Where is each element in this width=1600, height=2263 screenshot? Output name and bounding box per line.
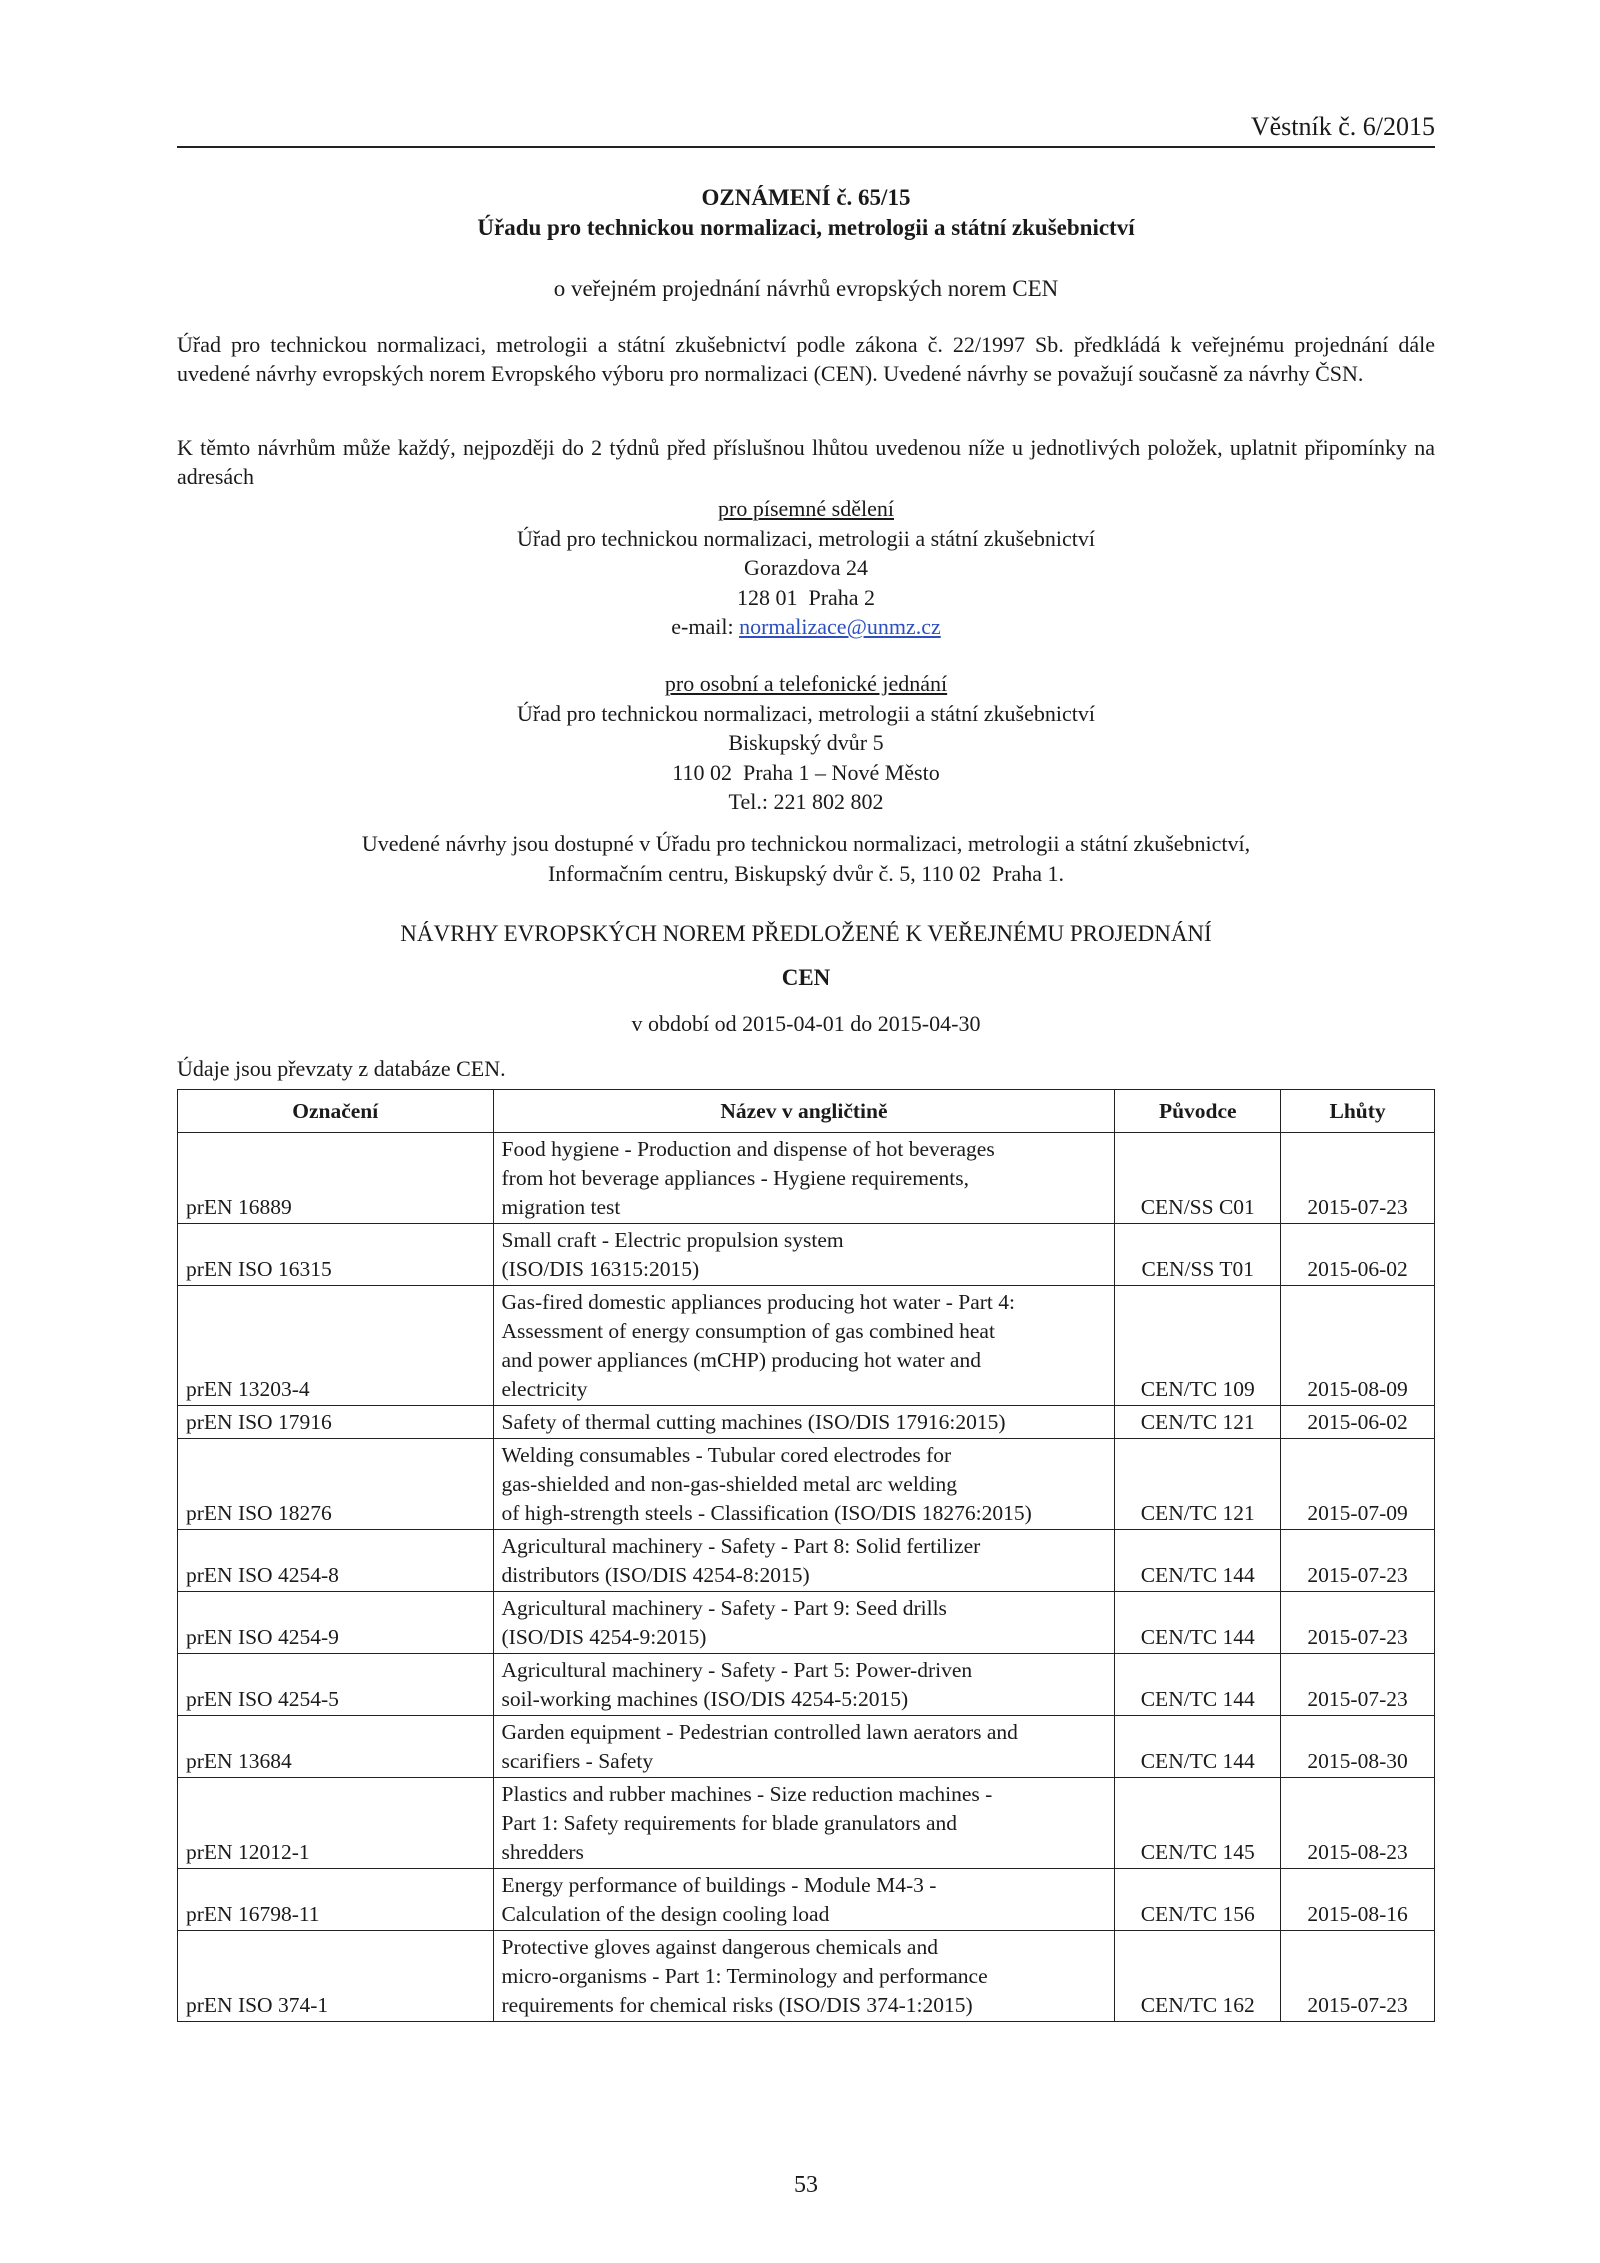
norm-deadline: 2015-06-02	[1281, 1224, 1435, 1286]
norm-title-line: Agricultural machinery - Safety - Part 5: Power-driven	[501, 1658, 973, 1682]
norms-table	[177, 1089, 1435, 2022]
norm-title-line: Small craft - Electric propulsion system	[501, 1228, 844, 1252]
table-row	[178, 1931, 1435, 2022]
norm-id: prEN ISO 374-1	[178, 1931, 494, 2022]
address-personal-city: 110 02 Praha 1 – Nové Město	[672, 759, 940, 785]
section-source: Údaje jsou převzaty z databáze CEN.	[177, 1056, 506, 1081]
norm-id: prEN ISO 4254-8	[178, 1530, 494, 1592]
norm-title-line: (ISO/DIS 4254-9:2015)	[501, 1625, 707, 1649]
column-header-id: Označení	[178, 1090, 494, 1133]
norm-title-line: Welding consumables - Tubular cored electrodes for	[501, 1443, 952, 1467]
norm-title-line: soil-working machines (ISO/DIS 4254-5:2015)	[501, 1687, 909, 1711]
address-written-street: Gorazdova 24	[743, 555, 868, 580]
norm-originator: CEN/TC 109	[1115, 1286, 1281, 1406]
table-row	[178, 1530, 1435, 1592]
table-row	[178, 1869, 1435, 1931]
norm-deadline: 2015-08-16	[1281, 1869, 1435, 1931]
email-label: e-mail:	[671, 614, 740, 639]
announcement-title-block	[177, 183, 1435, 243]
norm-title-line: Safety of thermal cutting machines (ISO/DIS 17916:2015)	[501, 1410, 1006, 1434]
norm-id: prEN 12012-1	[178, 1778, 494, 1869]
norm-deadline: 2015-07-23	[1281, 1133, 1435, 1224]
norm-deadline: 2015-07-23	[1281, 1530, 1435, 1592]
table-row	[178, 1439, 1435, 1530]
norm-title	[493, 1224, 1115, 1286]
norm-title-line: requirements for chemical risks (ISO/DIS 374-1:2015)	[501, 1993, 973, 2017]
address-personal-street: Biskupský dvůr 5	[728, 730, 884, 755]
table-header-row	[178, 1090, 1435, 1133]
availability-line-2: Informačním centru, Biskupský dvůr č. 5, 110 02 Praha 1.	[547, 860, 1065, 886]
table-row	[178, 1654, 1435, 1716]
norm-id: prEN 16798-11	[178, 1869, 494, 1931]
norm-title	[493, 1286, 1115, 1406]
norm-originator: CEN/TC 144	[1115, 1530, 1281, 1592]
norm-deadline: 2015-08-23	[1281, 1778, 1435, 1869]
norm-deadline: 2015-08-09	[1281, 1286, 1435, 1406]
norm-title-line: Calculation of the design cooling load	[501, 1902, 830, 1926]
norm-title	[493, 1654, 1115, 1716]
table-row	[178, 1778, 1435, 1869]
norm-title-line: Energy performance of buildings - Module M4-3 -	[501, 1873, 937, 1897]
column-header-deadline: Lhůty	[1281, 1090, 1435, 1133]
norm-title-line: electricity	[501, 1377, 588, 1401]
norms-table-body	[178, 1133, 1435, 2022]
address-written-city: 128 01 Praha 2	[736, 584, 876, 610]
column-header-name: Název v angličtině	[493, 1090, 1115, 1133]
norm-title-line: Part 1: Safety requirements for blade granulators and	[501, 1811, 958, 1835]
address-personal-org: Úřad pro technickou normalizaci, metrologii a státní zkušebnictví	[517, 700, 1095, 726]
availability-note	[177, 829, 1435, 888]
section-body: CEN	[781, 965, 831, 990]
norm-id: prEN ISO 4254-5	[178, 1654, 494, 1716]
address-personal-heading: pro osobní a telefonické jednání	[664, 671, 948, 696]
norm-id: prEN ISO 4254-9	[178, 1592, 494, 1654]
norm-id: prEN ISO 18276	[178, 1439, 494, 1530]
norm-title-line: shredders	[501, 1840, 584, 1864]
norm-title-line: Assessment of energy consumption of gas combined heat	[501, 1319, 995, 1343]
bulletin-issue: Věstník č. 6/2015	[1250, 112, 1435, 141]
norm-deadline: 2015-06-02	[1281, 1406, 1435, 1439]
table-row	[178, 1592, 1435, 1654]
norm-originator: CEN/SS T01	[1115, 1224, 1281, 1286]
norm-title-line: Protective gloves against dangerous chemicals and	[501, 1935, 938, 1959]
address-written-heading: pro písemné sdělení	[718, 496, 894, 521]
norm-title	[493, 1592, 1115, 1654]
section-period: v období od 2015-04-01 do 2015-04-30	[631, 1011, 981, 1036]
norm-id: prEN 16889	[178, 1133, 494, 1224]
norm-deadline: 2015-07-23	[1281, 1592, 1435, 1654]
norm-originator: CEN/TC 121	[1115, 1439, 1281, 1530]
norm-deadline: 2015-07-09	[1281, 1439, 1435, 1530]
norm-id: prEN 13203-4	[178, 1286, 494, 1406]
address-personal	[177, 669, 1435, 817]
norm-title-line: of high-strength steels - Classification (ISO/DIS 18276:2015)	[501, 1501, 1032, 1525]
norm-deadline: 2015-08-30	[1281, 1716, 1435, 1778]
norm-title-line: distributors (ISO/DIS 4254-8:2015)	[501, 1563, 810, 1587]
table-row	[178, 1224, 1435, 1286]
email-link[interactable]: normalizace@unmz.cz	[739, 614, 941, 639]
norm-title-line: micro-organisms - Part 1: Terminology and performance	[501, 1964, 988, 1988]
norm-title-line: migration test	[501, 1195, 621, 1219]
norm-title-line: Gas-fired domestic appliances producing hot water - Part 4:	[501, 1290, 1015, 1314]
norm-title	[493, 1133, 1115, 1224]
norm-deadline: 2015-07-23	[1281, 1654, 1435, 1716]
norm-originator: CEN/TC 162	[1115, 1931, 1281, 2022]
norm-title-line: Garden equipment - Pedestrian controlled lawn aerators and	[501, 1720, 1018, 1744]
norm-title-line: gas-shielded and non-gas-shielded metal arc welding	[501, 1472, 958, 1496]
norm-deadline: 2015-07-23	[1281, 1931, 1435, 2022]
address-written-org: Úřad pro technickou normalizaci, metrologii a státní zkušebnictví	[517, 525, 1095, 551]
norm-id: prEN 13684	[178, 1716, 494, 1778]
norm-originator: CEN/TC 156	[1115, 1869, 1281, 1931]
norm-title	[493, 1778, 1115, 1869]
norm-originator: CEN/TC 144	[1115, 1654, 1281, 1716]
norm-title-line: Agricultural machinery - Safety - Part 9: Seed drills	[501, 1596, 947, 1620]
norm-title	[493, 1931, 1115, 2022]
norm-title	[493, 1439, 1115, 1530]
norm-title	[493, 1869, 1115, 1931]
norm-originator: CEN/TC 145	[1115, 1778, 1281, 1869]
norm-title	[493, 1406, 1115, 1439]
address-personal-phone: Tel.: 221 802 802	[728, 789, 884, 814]
intro-paragraph: Úřad pro technickou normalizaci, metrologii a státní zkušebnictví podle zákona č. 22/1997 Sb. předkládá k veřejnému projednání dále uvedené návrhy evropských norem Evropského výboru pro normalizaci (CEN). Uvedené návrhy se považují současně za návrhy ČSN.	[177, 332, 1435, 386]
announcement-title: OZNÁMENÍ č. 65/15	[701, 185, 911, 210]
norm-title	[493, 1716, 1115, 1778]
page-header	[177, 110, 1435, 148]
norm-originator: CEN/TC 144	[1115, 1716, 1281, 1778]
table-row	[178, 1406, 1435, 1439]
norm-originator: CEN/TC 144	[1115, 1592, 1281, 1654]
norm-title-line: from hot beverage appliances - Hygiene requirements,	[501, 1166, 969, 1190]
availability-line-1: Uvedené návrhy jsou dostupné v Úřadu pro technickou normalizaci, metrologii a státní zkušebnictví,	[361, 831, 1251, 856]
announcement-subtitle: o veřejném projednání návrhů evropských norem CEN	[553, 276, 1059, 301]
page-number: 53	[794, 2172, 818, 2198]
comments-paragraph: K těmto návrhům může každý, nejpozději do 2 týdnů před příslušnou lhůtou uvedenou níže u jednotlivých položek, uplatnit připomínky na adresách	[177, 435, 1435, 489]
norm-title	[493, 1530, 1115, 1592]
table-row	[178, 1133, 1435, 1224]
norm-title-line: (ISO/DIS 16315:2015)	[501, 1257, 700, 1281]
norm-title-line: Agricultural machinery - Safety - Part 8: Solid fertilizer	[501, 1534, 981, 1558]
table-row	[178, 1286, 1435, 1406]
norm-title-line: Plastics and rubber machines - Size reduction machines -	[501, 1782, 993, 1806]
column-header-origin: Původce	[1115, 1090, 1281, 1133]
address-written	[177, 494, 1435, 642]
norm-title-line: Food hygiene - Production and dispense of hot beverages	[501, 1137, 995, 1161]
norm-title-line: scarifiers - Safety	[501, 1749, 654, 1773]
norm-id: prEN ISO 17916	[178, 1406, 494, 1439]
section-title: NÁVRHY EVROPSKÝCH NOREM PŘEDLOŽENÉ K VEŘEJNÉMU PROJEDNÁNÍ	[400, 921, 1212, 946]
norm-title-line: and power appliances (mCHP) producing hot water and	[501, 1348, 981, 1372]
table-row	[178, 1716, 1435, 1778]
announcement-office: Úřadu pro technickou normalizaci, metrologii a státní zkušebnictví	[477, 215, 1135, 240]
norm-originator: CEN/SS C01	[1115, 1133, 1281, 1224]
address-written-email-line	[177, 612, 1435, 642]
norm-originator: CEN/TC 121	[1115, 1406, 1281, 1439]
norm-id: prEN ISO 16315	[178, 1224, 494, 1286]
